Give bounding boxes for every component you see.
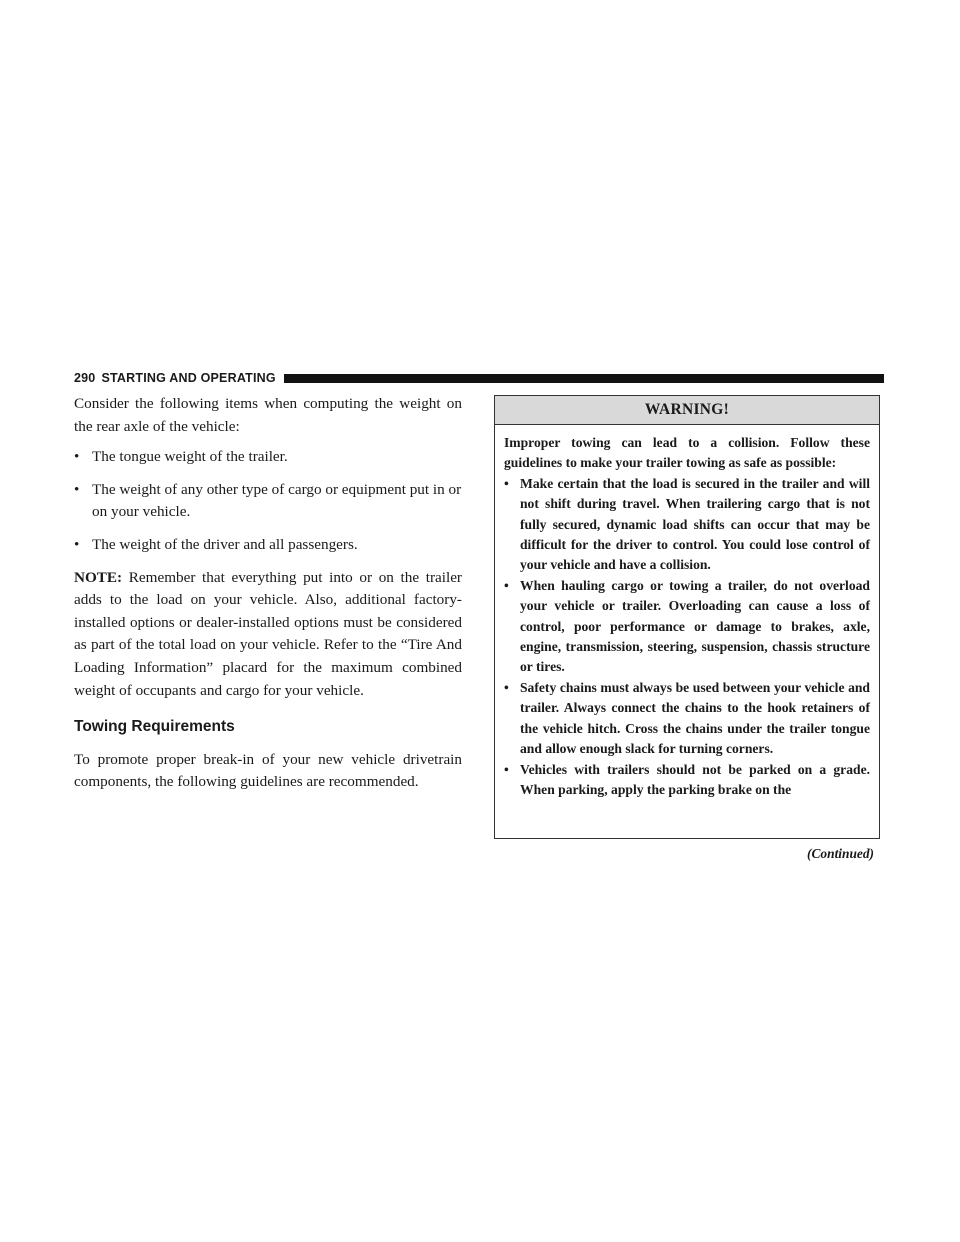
warning-item [504, 576, 870, 678]
warning-item-text: Vehicles with trailers should not be parked on a grade. When parking, apply the parking brake on the [520, 761, 870, 797]
warning-item [504, 678, 870, 760]
page-number: 290 [74, 371, 96, 385]
list-item [74, 534, 462, 557]
list-item [74, 446, 462, 469]
bullet-icon: • [504, 679, 509, 695]
warning-intro: Improper towing can lead to a collision. Follow these guidelines to make your trailer towing as safe as possible: [504, 435, 870, 471]
bullet-icon: • [504, 577, 509, 593]
list-item [74, 479, 462, 524]
left-column [74, 393, 462, 794]
bullet-icon: • [74, 448, 80, 466]
warning-body [495, 425, 879, 800]
warning-title: WARNING! [495, 396, 879, 425]
towing-paragraph: To promote proper break-in of your new vehicle drivetrain components, the following guidelines are recommended. [74, 750, 462, 791]
warning-item [504, 760, 870, 801]
page-header [74, 369, 884, 387]
warning-item-text: Safety chains must always be used between your vehicle and trailer. Always connect the chains to the hook retainers of the vehicle hitch. Cross the chains under the trailer tongue and allow enough slack for turning corners. [520, 679, 870, 757]
note-label: NOTE: [74, 568, 123, 586]
warning-box [494, 395, 880, 839]
towing-requirements-heading: Towing Requirements [74, 718, 235, 736]
bullet-icon: • [74, 535, 80, 553]
bullet-icon: • [504, 475, 509, 491]
list-item-text: The weight of any other type of cargo or equipment put in or on your vehicle. [92, 480, 462, 521]
intro-paragraph: Consider the following items when computing the weight on the rear axle of the vehicle: [74, 395, 462, 435]
weight-items-list [74, 446, 462, 556]
list-item-text: The weight of the driver and all passengers. [92, 535, 358, 553]
header-rule [284, 374, 884, 383]
warning-item-text: Make certain that the load is secured in the trailer and will not shift during travel. When trailering cargo that is not fully secured, dynamic load shifts can occur that may be difficult for the driver to control. You could lose control of your vehicle and have a collision. [520, 475, 870, 573]
note-text: Remember that everything put into or on the trailer adds to the load on your vehicle. Also, additional factory-installed options or dealer-installed options must be considered as part of the total load on your vehicle. Refer to the “Tire And Loading Information” placard for the maximum combined weight of occupants and cargo for your vehicle. [74, 568, 462, 699]
warning-item-text: When hauling cargo or towing a trailer, do not overload your vehicle or trailer. Overloading can cause a loss of control, poor performance or damage to brakes, axle, engine, transmission, steering, suspension, chassis structure or tires. [520, 577, 870, 675]
bullet-icon: • [74, 480, 80, 498]
bullet-icon: • [504, 761, 509, 777]
note-paragraph [74, 567, 462, 703]
list-item-text: The tongue weight of the trailer. [92, 448, 288, 466]
continued-label: (Continued) [807, 846, 874, 861]
section-title: STARTING AND OPERATING [101, 371, 276, 385]
warning-item [504, 474, 870, 576]
warning-list [504, 474, 870, 801]
